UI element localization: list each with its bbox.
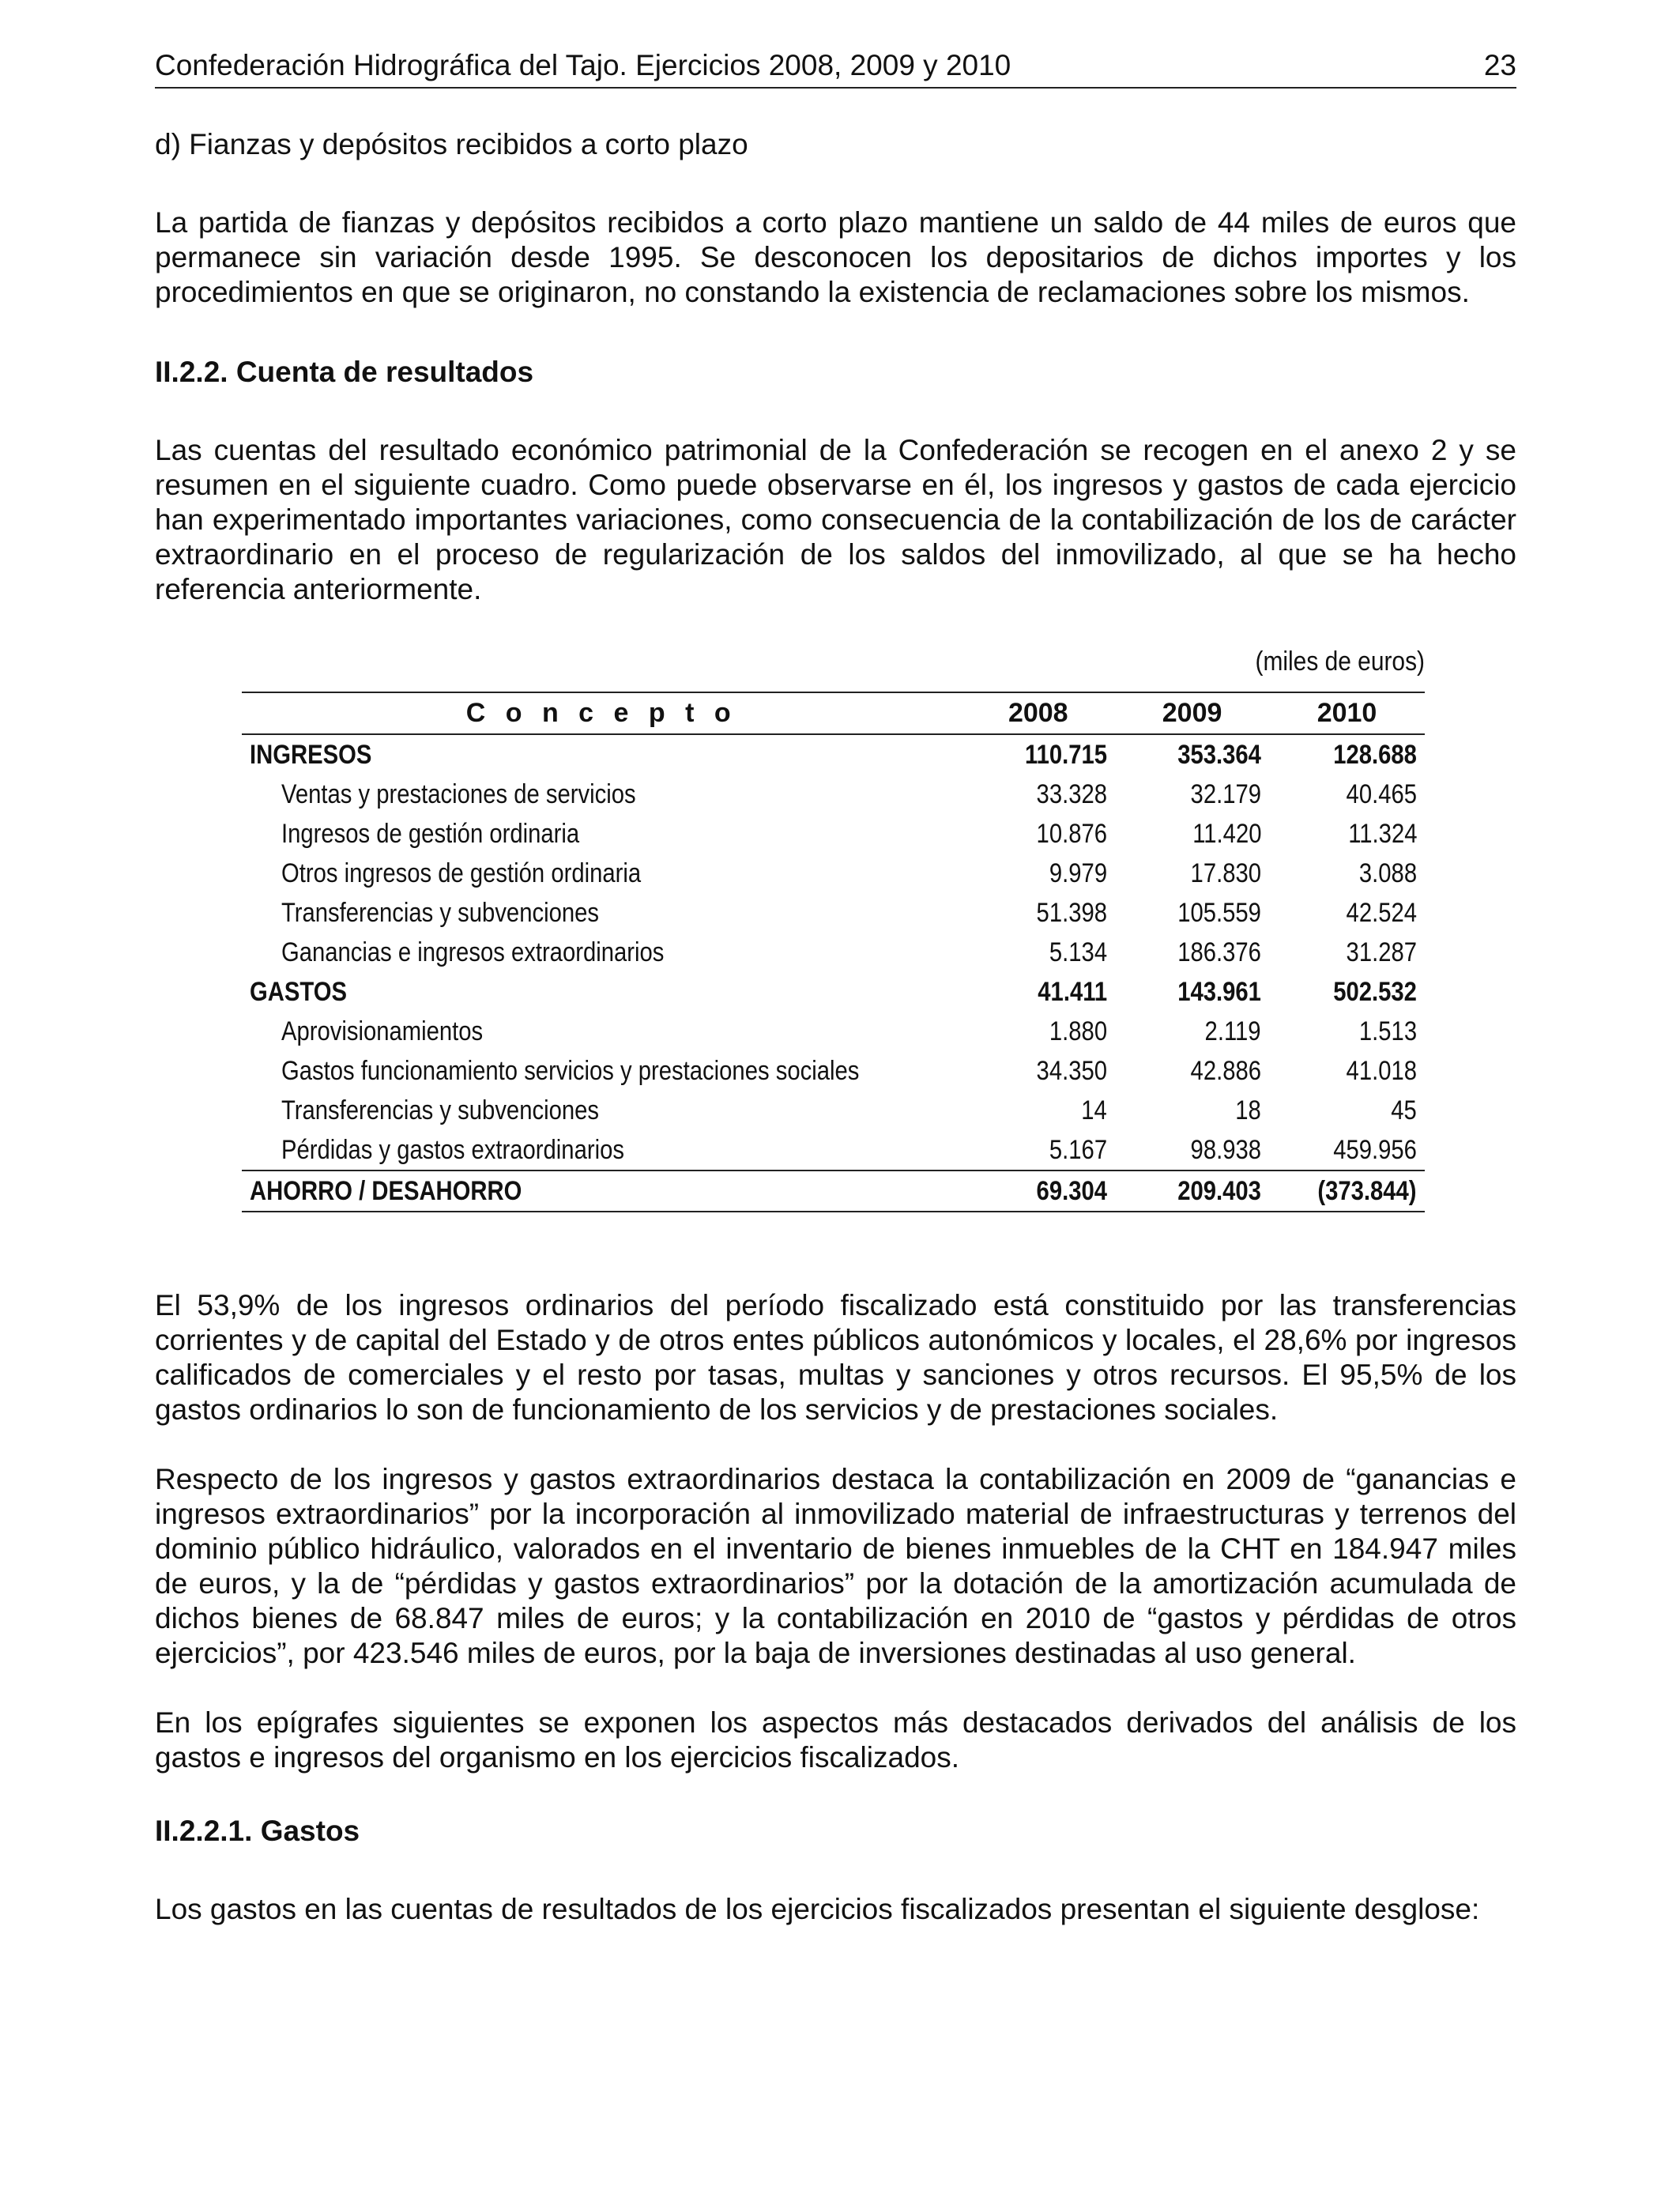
row-value-2010: 42.524	[1346, 897, 1417, 928]
row-value-2010: 502.532	[1333, 976, 1417, 1007]
header-2010: 2010	[1317, 698, 1377, 728]
row-value-2008: 34.350	[1036, 1055, 1108, 1086]
row-value-2010: 459.956	[1333, 1134, 1417, 1165]
row-value-2009: 98.938	[1190, 1134, 1262, 1165]
header-concept: C o n c e p t o	[465, 698, 737, 728]
header-2008: 2008	[1008, 698, 1068, 728]
row-value-2008: 5.134	[1049, 937, 1108, 967]
row-value-2008: 110.715	[1025, 739, 1108, 770]
row-value-2009: 17.830	[1190, 858, 1262, 888]
header-2009: 2009	[1162, 698, 1222, 728]
table-row	[242, 1012, 1425, 1051]
row-value-2009: 105.559	[1177, 897, 1262, 928]
table-row-ingresos	[242, 734, 1425, 775]
table-row	[242, 933, 1425, 972]
paragraph-extraordinary: Respecto de los ingresos y gastos extraordinarios destaca la contabilización en 2009 de “ganancias e ingresos extraordinarios” por la incorporación al inmovilizado material de infraestructuras y terrenos del dominio público hidráulico, valorados en el inventario de bienes inmuebles de la CHT en 184.947 miles de euros, y la de “pérdidas y gastos extraordinarios” por la dotación de la amortización acumulada de dichos bienes de 68.847 miles de euros; y la contabilización en 2010 de “gastos y pérdidas de otros ejercicios”, por 423.546 miles de euros, por la baja de inversiones destinadas al uso general.	[155, 1463, 1516, 1669]
row-value-2008: 41.411	[1038, 976, 1108, 1007]
row-label: Ganancias e ingresos extraordinarios	[281, 937, 665, 967]
results-table-wrapper	[242, 692, 1425, 1212]
row-value-2009: 186.376	[1177, 937, 1262, 967]
row-value-2010: 11.324	[1347, 818, 1417, 849]
table-row	[242, 1130, 1425, 1171]
table-row	[242, 854, 1425, 893]
section-2221-heading: II.2.2.1. Gastos	[155, 1815, 360, 1847]
row-label: Transferencias y subvenciones	[281, 897, 599, 928]
results-table	[242, 692, 1425, 1212]
row-value-2008: 10.876	[1036, 818, 1108, 849]
row-label: Aprovisionamientos	[281, 1016, 484, 1046]
table-row-gastos	[242, 972, 1425, 1012]
table-row	[242, 1051, 1425, 1091]
section-222-heading: II.2.2. Cuenta de resultados	[155, 356, 534, 388]
table-row	[242, 775, 1425, 814]
section-d-paragraph: La partida de fianzas y depósitos recibidos a corto plazo mantiene un saldo de 44 miles de euros que permanece sin variación desde 1995. Se desconocen los depositarios de dichos importes y los procedimientos en que se originaron, no constando la existencia de reclamaciones sobre los mismos.	[155, 206, 1516, 308]
row-value-2008: 5.167	[1049, 1134, 1108, 1165]
section-d-heading: d) Fianzas y depósitos recibidos a corto plazo	[155, 128, 748, 160]
header-title: Confederación Hidrográfica del Tajo. Ejercicios 2008, 2009 y 2010	[155, 49, 1011, 81]
row-value-2009: 143.961	[1177, 976, 1262, 1007]
row-label: Ventas y prestaciones de servicios	[281, 778, 636, 809]
row-value-2009: 42.886	[1190, 1055, 1262, 1086]
row-label: Otros ingresos de gestión ordinaria	[281, 858, 642, 888]
row-value-2010: 45	[1391, 1095, 1417, 1125]
row-value-2008: 69.304	[1036, 1175, 1108, 1206]
table-header-row	[242, 692, 1425, 734]
row-value-2009: 209.403	[1177, 1175, 1262, 1206]
table-row-total	[242, 1171, 1425, 1212]
table-unit-label: (miles de euros)	[1255, 647, 1425, 677]
row-value-2010: 31.287	[1346, 937, 1417, 967]
row-value-2010: 128.688	[1333, 739, 1417, 770]
section-222-paragraph: Las cuentas del resultado económico patrimonial de la Confederación se recogen en el anexo 2 y se resumen en el siguiente cuadro. Como puede observarse en él, los ingresos y gastos de cada ejercicio han experimentado importantes variaciones, como consecuencia de la contabilización de los de carácter extraordinario en el proceso de regularización de los saldos del inmovilizado, al que se ha hecho referencia anteriormente.	[155, 434, 1516, 605]
row-value-2009: 32.179	[1190, 778, 1262, 809]
row-value-2008: 1.880	[1049, 1016, 1108, 1046]
row-label: AHORRO / DESAHORRO	[250, 1175, 522, 1206]
table-row	[242, 814, 1425, 854]
row-value-2008: 33.328	[1036, 778, 1108, 809]
row-value-2010: (373.844)	[1317, 1175, 1417, 1206]
section-2221-paragraph: Los gastos en las cuentas de resultados de los ejercicios fiscalizados presentan el siguiente desglose:	[155, 1893, 1480, 1925]
row-label: Transferencias y subvenciones	[281, 1095, 599, 1125]
row-label: Pérdidas y gastos extraordinarios	[281, 1134, 624, 1165]
row-label: GASTOS	[250, 976, 347, 1007]
page-header	[155, 49, 1516, 89]
page-number: 23	[1483, 49, 1516, 81]
row-label: INGRESOS	[250, 739, 372, 770]
row-value-2009: 2.119	[1205, 1016, 1262, 1046]
table-row	[242, 893, 1425, 933]
row-value-2008: 51.398	[1036, 897, 1108, 928]
row-value-2010: 3.088	[1358, 858, 1417, 888]
table-row	[242, 1091, 1425, 1130]
row-label: Gastos funcionamiento servicios y prestaciones sociales	[281, 1055, 860, 1086]
row-value-2008: 14	[1081, 1095, 1108, 1125]
paragraph-percentages: El 53,9% de los ingresos ordinarios del período fiscalizado está constituido por las transferencias corrientes y de capital del Estado y de otros entes públicos autonómicos y locales, el 28,6% por ingresos calificados de comerciales y el resto por tasas, multas y sanciones y otros recursos. El 95,5% de los gastos ordinarios lo son de funcionamiento de los servicios y de prestaciones sociales.	[155, 1289, 1516, 1426]
row-value-2010: 1.513	[1358, 1016, 1417, 1046]
row-value-2009: 353.364	[1177, 739, 1262, 770]
row-value-2008: 9.979	[1049, 858, 1108, 888]
row-value-2010: 41.018	[1346, 1055, 1417, 1086]
row-value-2009: 11.420	[1192, 818, 1262, 849]
row-value-2010: 40.465	[1346, 778, 1417, 809]
row-value-2009: 18	[1235, 1095, 1262, 1125]
row-label: Ingresos de gestión ordinaria	[281, 818, 580, 849]
paragraph-epigraphs: En los epígrafes siguientes se exponen los aspectos más destacados derivados del análisis de los gastos e ingresos del organismo en los ejercicios fiscalizados.	[155, 1706, 1516, 1774]
